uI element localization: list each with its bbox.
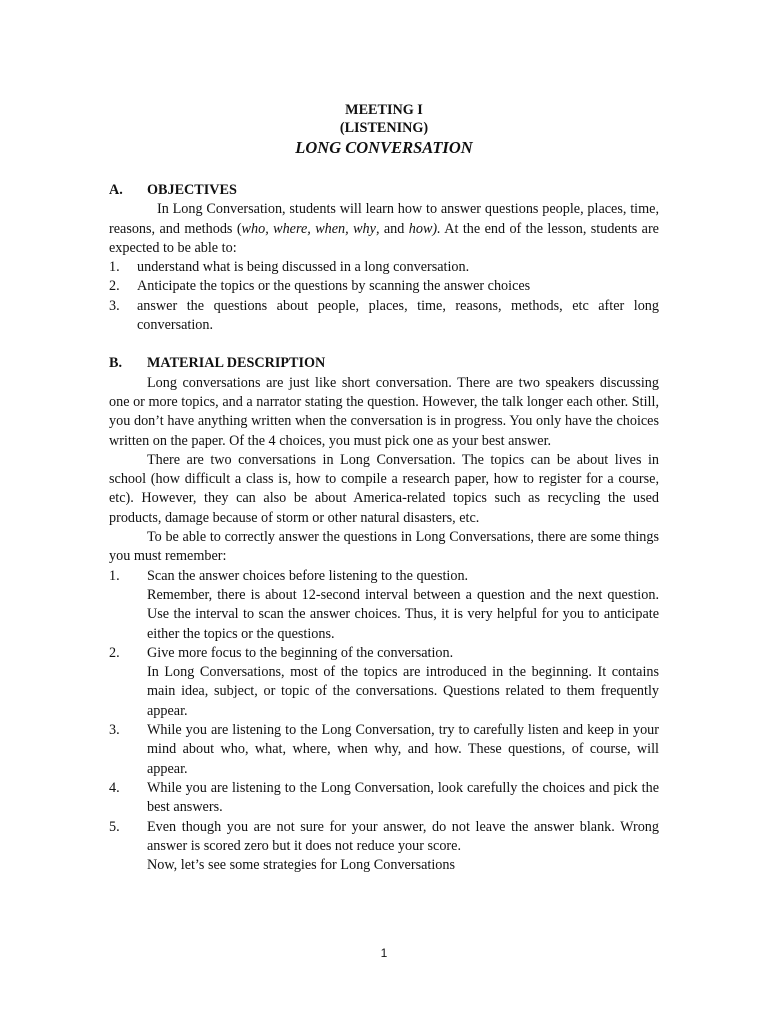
- list-item: [109, 644, 659, 721]
- tip-head: Even though you are not sure for your answer, do not leave the answer blank. Wrong answer is scored zero but it does not reduce your score.: [147, 818, 659, 854]
- tip-body: In Long Conversations, most of the topics are introduced in the beginning. It contains main idea, subject, or topic of the conversations. Questions related to them frequently appear.: [147, 664, 659, 719]
- meeting-title: MEETING I: [345, 102, 423, 118]
- list-item: [109, 258, 659, 277]
- objectives-intro-end: At the end of the lesson, students are expected to be able to:: [109, 220, 659, 256]
- meeting-subtitle: (LISTENING): [339, 119, 429, 136]
- list-item-number: 3.: [109, 722, 120, 739]
- list-item-text: understand what is being discussed in a long conversation.: [137, 259, 470, 276]
- section-b-letter: B.: [109, 355, 123, 372]
- list-item-content: [147, 644, 659, 721]
- list-item-content: [147, 721, 659, 779]
- tip-head: While you are listening to the Long Conversation, try to carefully listen and keep in your mind about who, what, where, when why, and how. These questions, of course, will appear.: [147, 722, 659, 777]
- list-item-number: 1.: [109, 567, 120, 584]
- material-paragraph-2: There are two conversations in Long Conversation. The topics can be about lives in school (how difficult a class is, how to compile a research paper, how to register for a course, etc). However, they can also be about America-related topics such as recycling the used products, damage because of storm or other natural disasters, etc.: [109, 451, 659, 526]
- tip-head: Give more focus to the beginning of the conversation.: [147, 644, 454, 661]
- list-item: [109, 818, 659, 857]
- list-item-number: 4.: [109, 779, 120, 796]
- objectives-intro-start: In Long Conversation, students will learn how to answer questions people, places, time, reasons, and methods (: [109, 201, 659, 237]
- list-item-number: 2.: [109, 644, 120, 661]
- list-item-number: 2.: [109, 278, 120, 295]
- material-paragraph-1: Long conversations are just like short conversation. There are two speakers discussing one or more topics, and a narrator stating the question. However, the talk longer each other. Still, you don’t have anything written when the conversation is in progress. You only have the choices written on the paper. Of the 4 choices, you must pick one as your best answer.: [109, 374, 659, 449]
- section-b-title: MATERIAL DESCRIPTION: [147, 355, 326, 372]
- list-item-number: 1.: [109, 259, 120, 276]
- section-b-heading: [109, 354, 659, 373]
- objectives-intro-italic-2: how).: [408, 220, 441, 237]
- list-item-text: Anticipate the topics or the questions by scanning the answer choices: [137, 278, 531, 295]
- list-item-number: 5.: [109, 818, 120, 835]
- tip-body: Remember, there is about 12-second interval between a question and the next question. Use the interval to scan the answer choices. Thus, it is very helpful for you to anticipate either the topics or the questions.: [147, 586, 659, 642]
- objectives-intro-mid: , and: [375, 220, 409, 237]
- tip-head: While you are listening to the Long Conversation, look carefully the choices and pick the best answers.: [147, 779, 659, 816]
- material-paragraph-3: To be able to correctly answer the questions in Long Conversations, there are some things you must remember:: [109, 529, 659, 565]
- tips-list: [109, 567, 659, 856]
- list-item: [109, 779, 659, 818]
- document-title-block: [109, 102, 659, 159]
- closing-line: Now, let’s see some strategies for Long Conversations: [147, 857, 455, 874]
- objectives-intro-italic-1: who, where, when, why: [241, 220, 376, 237]
- section-a-letter: A.: [109, 182, 123, 198]
- document-page: [109, 102, 659, 875]
- list-item-content: [147, 818, 659, 857]
- topic-title: LONG CONVERSATION: [295, 138, 473, 157]
- page-number: 1: [380, 946, 388, 960]
- list-item: [109, 721, 659, 779]
- tip-head: Scan the answer choices before listening to the question.: [147, 567, 469, 584]
- list-item: [109, 277, 659, 296]
- list-item-text: answer the questions about people, places, time, reasons, methods, etc after long conversation.: [137, 297, 659, 334]
- objectives-list: [109, 258, 659, 335]
- section-a-title: OBJECTIVES: [147, 182, 237, 198]
- objectives-intro: [109, 200, 659, 258]
- list-item-content: [147, 779, 659, 818]
- section-a-heading: [109, 181, 659, 200]
- list-item: [109, 567, 659, 644]
- list-item: [109, 297, 659, 336]
- list-item-number: 3.: [109, 297, 120, 314]
- list-item-content: [147, 567, 659, 644]
